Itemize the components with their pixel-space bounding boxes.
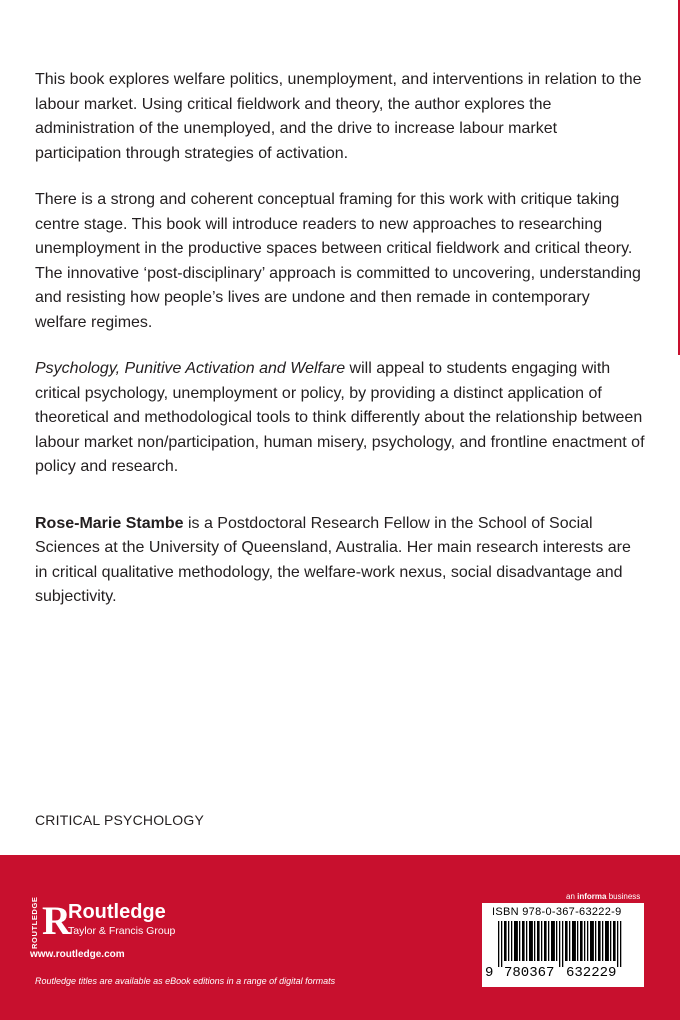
series-label: CRITICAL PSYCHOLOGY [35,812,204,828]
back-cover-blurb [35,68,645,632]
barcode-box [482,903,644,987]
blurb-paragraph-3 [35,357,645,480]
publisher-website[interactable]: www.routledge.com [30,949,125,960]
barcode-graphic [492,921,634,967]
logo-vertical-text: ROUTLEDGE [30,896,39,949]
routledge-logo [30,896,250,969]
publisher-band [0,855,680,1020]
informa-suffix: business [606,892,641,901]
informa-prefix: an [566,892,578,901]
author-bio-text: is a Postdoctoral Research Fellow in the School of Social Sciences at the University of Queensland, Australia. Her main research interests are in critical qualitative methodology, the welfare-work nexus, social disadvantage and subjectivity. [35,514,631,605]
book-title: Psychology, Punitive Activation and Welfare [35,360,346,377]
blurb-paragraph-1: This book explores welfare politics, unemployment, and interventions in relation to the labour market. Using critical fieldwork and theory, the author explores the administration of the unemployed, and the drive to increase labour market participation through strategies of activation. [35,71,642,162]
author-name: Rose-Marie Stambe [35,514,184,532]
publisher-group: Taylor & Francis Group [68,925,176,937]
ebook-note: Routledge titles are available as eBook editions in a range of digital formats [35,976,336,986]
ean-left-digits: 780367 [504,965,555,981]
isbn-text: ISBN 978-0-367-63222-9 [492,906,622,918]
ean-right-digits: 632229 [566,965,617,981]
blurb-paragraph-3-text: will appeal to students engaging with critical psychology, unemployment or policy, by providing a distinct application of theoretical and methodological tools to think differently about the relationship between labour market non/participation, human misery, psychology, and frontline enactment of policy and research. [35,360,645,475]
informa-tagline [566,892,640,901]
author-bio [35,512,645,610]
blurb-paragraph-2: There is a strong and coherent conceptual framing for this work with critique taking centre stage. This book will introduce readers to new approaches to researching unemployment in the productive spaces between critical fieldwork and critical theory. The innovative ‘post-disciplinary’ approach is committed to uncovering, understanding and resisting how people’s lives are undone and then remade in contemporary welfare regimes. [35,191,641,331]
logo-r-mark: R [42,898,71,943]
ean-lead-digit: 9 [485,965,494,981]
informa-brand: informa [577,892,607,901]
publisher-name: Routledge [68,901,166,923]
